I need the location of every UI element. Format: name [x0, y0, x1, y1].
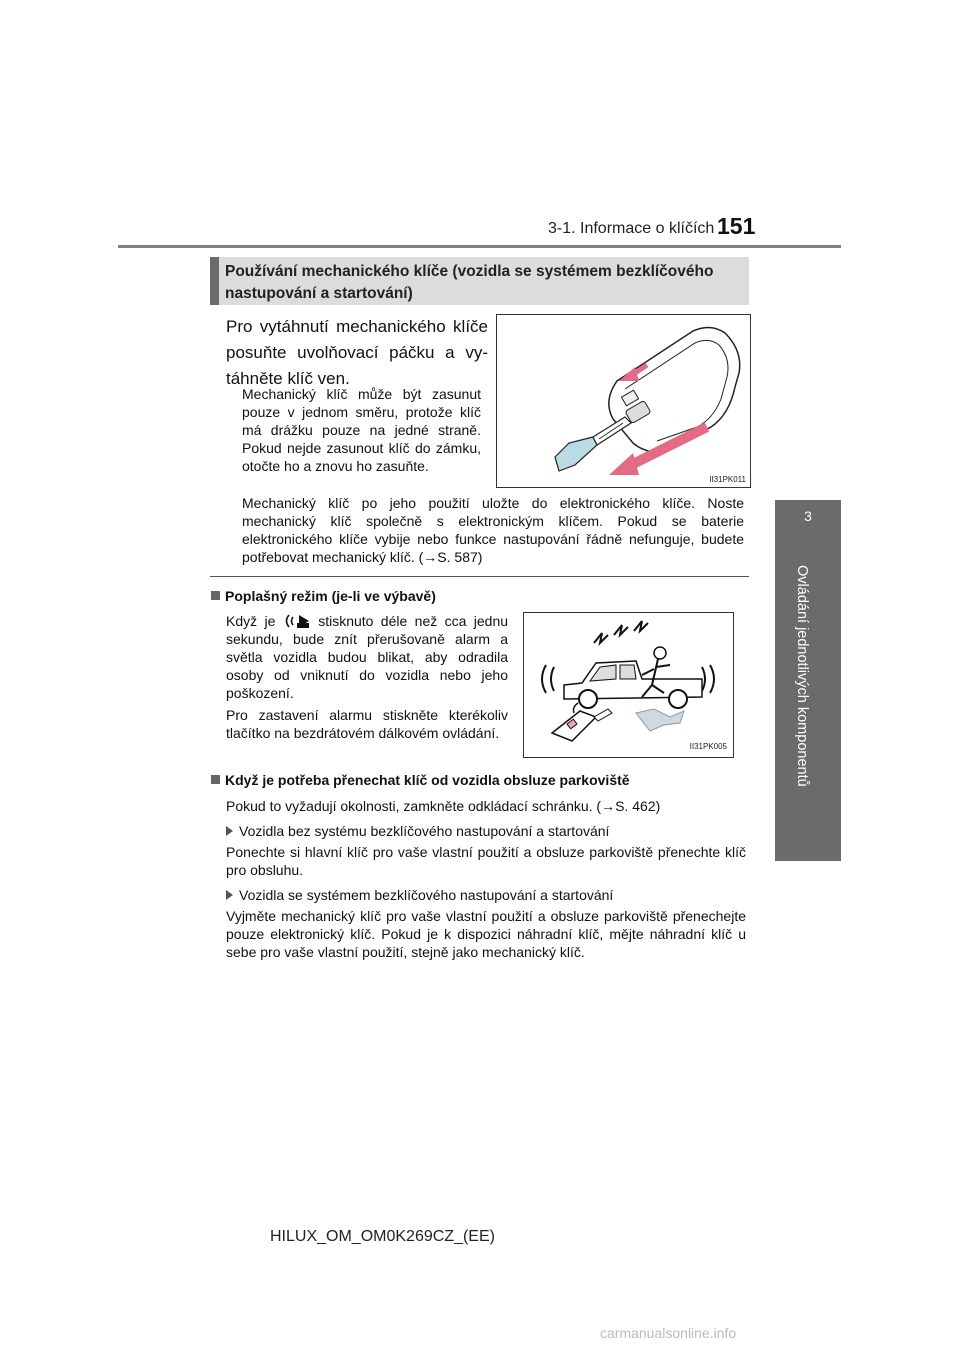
section-heading: Používání mechanického klíče (vozidla se systémem bezklíčového nastupování a startování): [225, 263, 714, 302]
page-number: 151: [717, 213, 756, 239]
figure-code: II31PK005: [689, 742, 727, 751]
alarm-paragraph-1: [226, 612, 508, 702]
instruction-line-3: táhněte klíč ven.: [226, 369, 350, 388]
figure-mechanical-key: [496, 314, 751, 488]
note-key-direction: Mechanický klíč může být zasunut pouze v jednom směru, protože klíč má drážku pouze na jedné straně. Pokud nejde zasunout klíč do zámku, otočte ho a znovu ho zasuňte.: [242, 386, 481, 474]
panic-button-icon: [283, 613, 311, 629]
valet-case-1-title: [226, 822, 746, 840]
valet-case-2-text: Vyjměte mechanický klíč pro vaše vlastní použití a obsluze parkoviště přenechejte pouze elektronický klíč. Pokud je k dispozici náhradní klíč, mějte náhradní klíč u sebe pro vaše vlastní použití, stejně jako mechanický klíč.: [226, 908, 746, 960]
instruction-text: [226, 314, 488, 392]
valet-heading: [211, 771, 751, 789]
watermark: carmanualsonline.info: [600, 1325, 737, 1341]
alarm-heading: [211, 587, 741, 605]
alarm-para1-start: Když je: [226, 613, 276, 629]
valet-case-2-title: [226, 886, 746, 904]
valet-case-1-text: Ponechte si hlavní klíč pro vaše vlastní použití a obsluze parkoviště přenechte klíč pro obsluhu.: [226, 844, 746, 878]
chapter-tab-label: Ovládání jednotlivých komponentů: [794, 565, 810, 787]
mechanical-key-illustration: [497, 315, 750, 487]
section-title-accent: [210, 257, 219, 305]
valet-case-2-title-text: Vozidla se systémem bezklíčového nastupování a startování: [239, 887, 614, 903]
alarm-heading-text: Poplašný režim (je-li ve výbavě): [225, 588, 436, 604]
triangle-bullet-icon: [226, 826, 233, 836]
valet-intro: Pokud to vyžadují okolnosti, zamkněte odkládací schránku. (→S. 462): [226, 798, 661, 814]
figure-alarm-mode: [523, 612, 734, 758]
document-code: HILUX_OM_OM0K269CZ_(EE): [270, 1228, 495, 1245]
instruction-line-2: posuňte uvolňovací páčku a vy-: [226, 343, 488, 362]
chapter-tab-number[interactable]: 3: [775, 500, 841, 558]
alarm-para1-end: stisknuto déle než cca jednu sekundu, bude znít přerušovaně alarm a světla vozidla budou blikat, aby odradila osoby od vniknutí do vozidla nebo jeho poškození.: [226, 613, 509, 701]
alarm-paragraph-2: Pro zastavení alarmu stiskněte kterékoliv tlačítko na bezdrátovém dálkovém ovládání.: [226, 707, 508, 741]
header-rule: [118, 245, 841, 248]
instruction-line-1: Pro vytáhnutí mechanického klíče: [226, 317, 488, 336]
valet-case-1-title-text: Vozidla bez systému bezklíčového nastupování a startování: [239, 823, 610, 839]
note-key-storage: Mechanický klíč po jeho použití uložte do elektronického klíče. Noste mechanický klíč společně s elektronickým klíčem. Pokud se baterie elektronického klíče vybije nebo funkce nastupování řádně nefunguje, budete potřebovat mechanický klíč. (→S. 587): [242, 495, 744, 565]
section-title: 3-1. Informace o klíčích: [548, 220, 715, 237]
bullet-square-icon: [211, 775, 220, 784]
valet-heading-text: Když je potřeba přenechat klíč od vozidla obsluze parkoviště: [225, 772, 630, 788]
bullet-square-icon: [211, 591, 220, 600]
triangle-bullet-icon: [226, 890, 233, 900]
alarm-illustration: [524, 613, 733, 757]
section-separator: [210, 576, 749, 577]
figure-code: II31PK011: [709, 475, 746, 484]
